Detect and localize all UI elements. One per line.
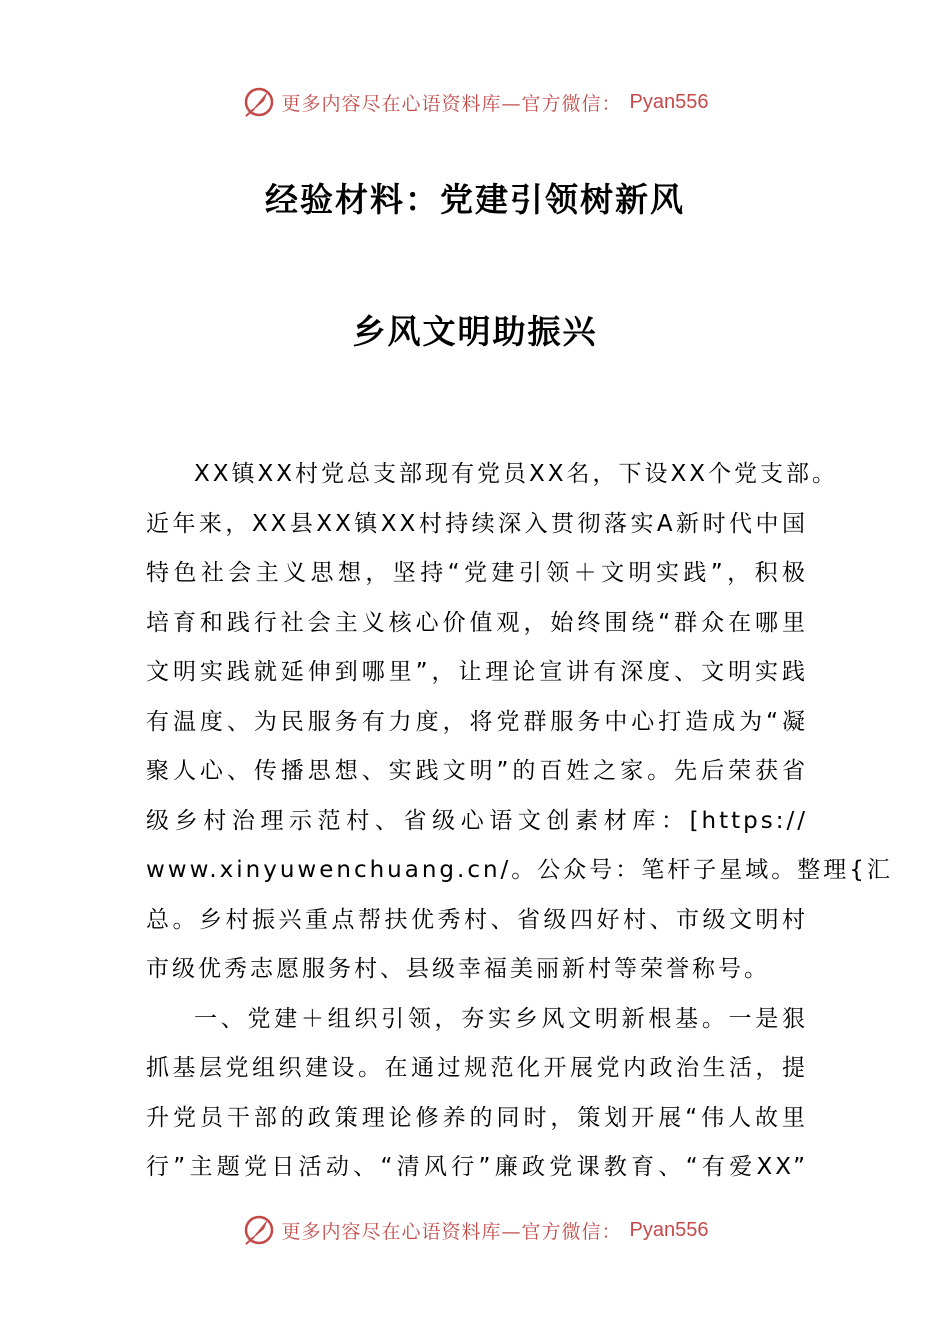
paragraph1-line: 近年来，XX县XX镇XX村持续深入贯彻落实A新时代中国 <box>146 510 808 537</box>
paragraph1-line: 总。乡村振兴重点帮扶优秀村、省级四好村、市级文明村 <box>146 906 808 933</box>
paragraph1-line: 特色社会主义思想，坚持“党建引领＋文明实践”，积极 <box>146 560 808 586</box>
document-body <box>146 450 893 1193</box>
paragraph1-line: 聚人心、传播思想、实践文明”的百姓之家。先后荣获省 <box>146 758 808 784</box>
paragraph1-line: 培育和践行社会主义核心价值观，始终围绕“群众在哪里 <box>146 609 808 636</box>
watermark-text: 更多内容尽在心语资料库—官方微信： <box>281 1220 622 1243</box>
document-title-line2: 乡风文明助振兴 <box>352 312 598 351</box>
paragraph1-line: 文明实践就延伸到哪里”，让理论宣讲有深度、文明实践 <box>146 659 808 685</box>
paragraph2-line: 行”主题党日活动、“清风行”廉政党课教育、“有爱XX” <box>146 1154 808 1180</box>
paragraph1-line: 市级优秀志愿服务村、县级幸福美丽新村等荣誉称号。 <box>146 956 770 982</box>
watermark-wechat-id: Pyan556 <box>629 90 709 113</box>
paragraph1-line: 有温度、为民服务有力度，将党群服务中心打造成为“凝 <box>146 708 808 735</box>
watermark-wechat-id: Pyan556 <box>629 1218 709 1241</box>
watermark-banner-top <box>0 82 950 122</box>
paragraph1-line: XX镇XX村党总支部现有党员XX名，下设XX个党支部。 <box>194 461 839 487</box>
paragraph2-line: 抓基层党组织建设。在通过规范化开展党内政治生活，提 <box>146 1055 808 1081</box>
document-title-line1: 经验材料：党建引领树新风 <box>265 180 685 219</box>
watermark-text: 更多内容尽在心语资料库—官方微信： <box>281 92 622 115</box>
quill-logo-icon <box>242 1213 276 1247</box>
paragraph1-line: www.xinyuwenchuang.cn/。公众号：笔杆子星域。整理{汇 <box>146 857 893 883</box>
paragraph2-line: 一、党建＋组织引领，夯实乡风文明新根基。一是狠 <box>194 1005 808 1032</box>
paragraph2-line: 升党员干部的政策理论修养的同时，策划开展“伟人故里 <box>146 1104 808 1131</box>
quill-logo-icon <box>242 85 276 119</box>
paragraph1-line: 级乡村治理示范村、省级心语文创素材库：[https:// <box>146 807 808 834</box>
watermark-banner-bottom <box>0 1210 950 1250</box>
